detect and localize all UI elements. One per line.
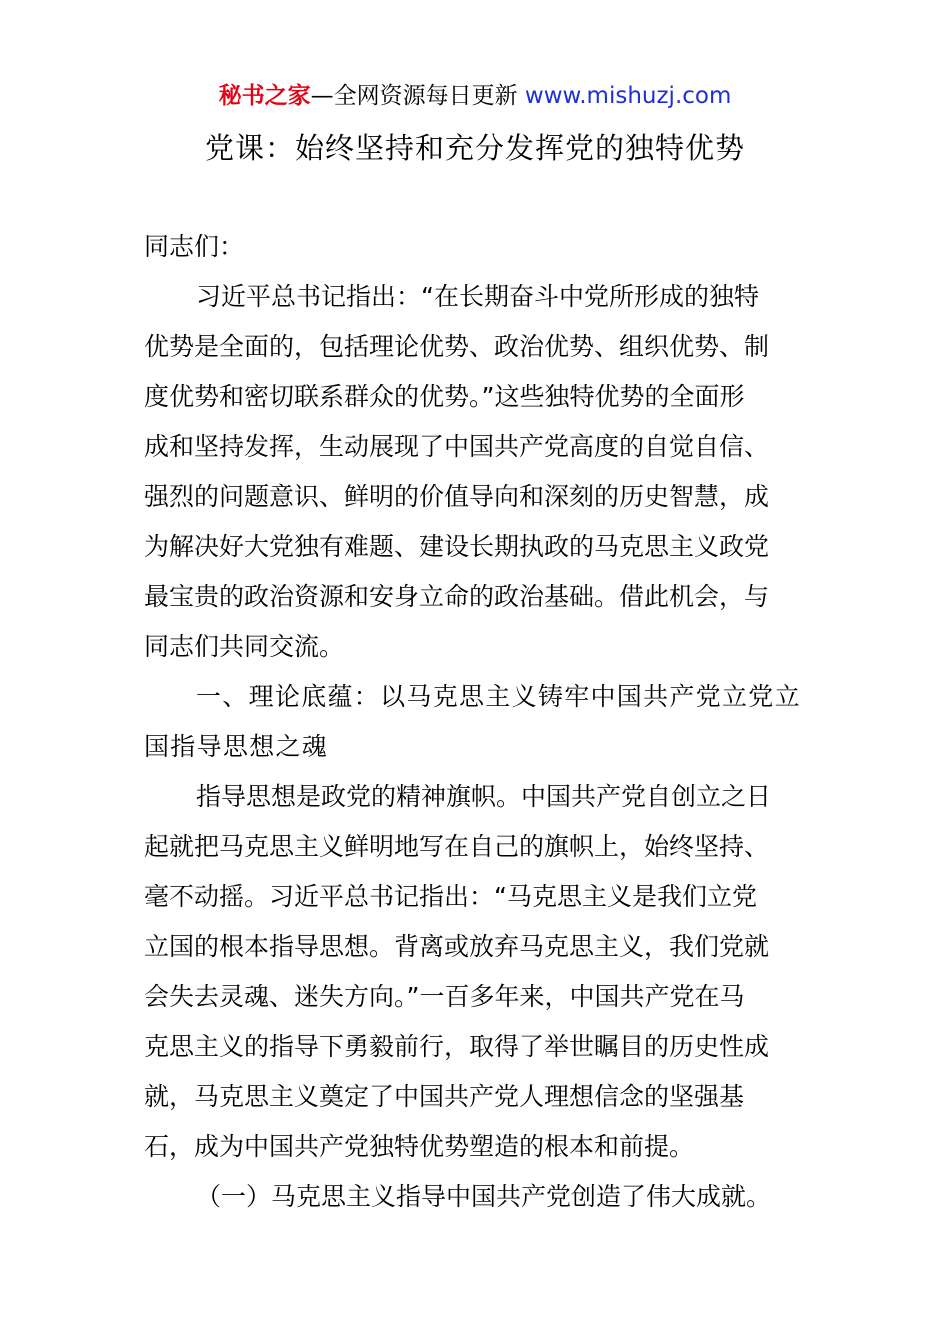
site-brand: 秘书之家 (218, 83, 311, 109)
paragraph-line: 强烈的问题意识、鲜明的价值导向和深刻的历史智慧，成 (144, 482, 770, 511)
paragraph-line: 同志们共同交流。 (144, 632, 345, 661)
salutation: 同志们： (144, 232, 245, 261)
section-heading-line: 一、理论底蕴：以马克思主义铸牢中国共产党立党立 (196, 682, 801, 711)
paragraph-line: 就，马克思主义奠定了中国共产党人理想信念的坚强基 (144, 1082, 745, 1111)
paragraph-line: 成和坚持发挥，生动展现了中国共产党高度的自觉自信、 (144, 432, 770, 461)
document-body (144, 222, 808, 1222)
site-tagline: —全网资源每日更新 (310, 83, 518, 109)
paragraph-line: 习近平总书记指出：“在长期奋斗中党所形成的独特 (196, 282, 759, 311)
site-url-link[interactable]: www.mishuzj.com (524, 83, 732, 109)
paragraph-line: 最宝贵的政治资源和安身立命的政治基础。借此机会，与 (144, 582, 770, 611)
paragraph-line: 为解决好大党独有难题、建设长期执政的马克思主义政党 (144, 532, 770, 561)
paragraph-line: 毫不动摇。习近平总书记指出：“马克思主义是我们立党 (144, 882, 757, 911)
site-header (0, 80, 950, 112)
subsection-heading-line: （一）马克思主义指导中国共产党创造了伟大成就。 (196, 1182, 772, 1211)
paragraph-line: 优势是全面的，包括理论优势、政治优势、组织优势、制 (144, 332, 770, 361)
paragraph-line: 指导思想是政党的精神旗帜。中国共产党自创立之日 (196, 782, 772, 811)
document-title: 党课：始终坚持和充分发挥党的独特优势 (204, 131, 745, 165)
paragraph-line: 度优势和密切联系群众的优势。”这些独特优势的全面形 (144, 382, 745, 411)
paragraph-line: 克思主义的指导下勇毅前行，取得了举世瞩目的历史性成 (144, 1032, 770, 1061)
paragraph-line: 石，成为中国共产党独特优势塑造的根本和前提。 (144, 1132, 695, 1161)
paragraph-line: 起就把马克思主义鲜明地写在自己的旗帜上，始终坚持、 (144, 832, 770, 861)
section-heading-line: 国指导思想之魂 (144, 732, 329, 761)
paragraph-line: 立国的根本指导思想。背离或放弃马克思主义，我们党就 (144, 932, 770, 961)
paragraph-line: 会失去灵魂、迷失方向。”一百多年来，中国共产党在马 (144, 982, 745, 1011)
